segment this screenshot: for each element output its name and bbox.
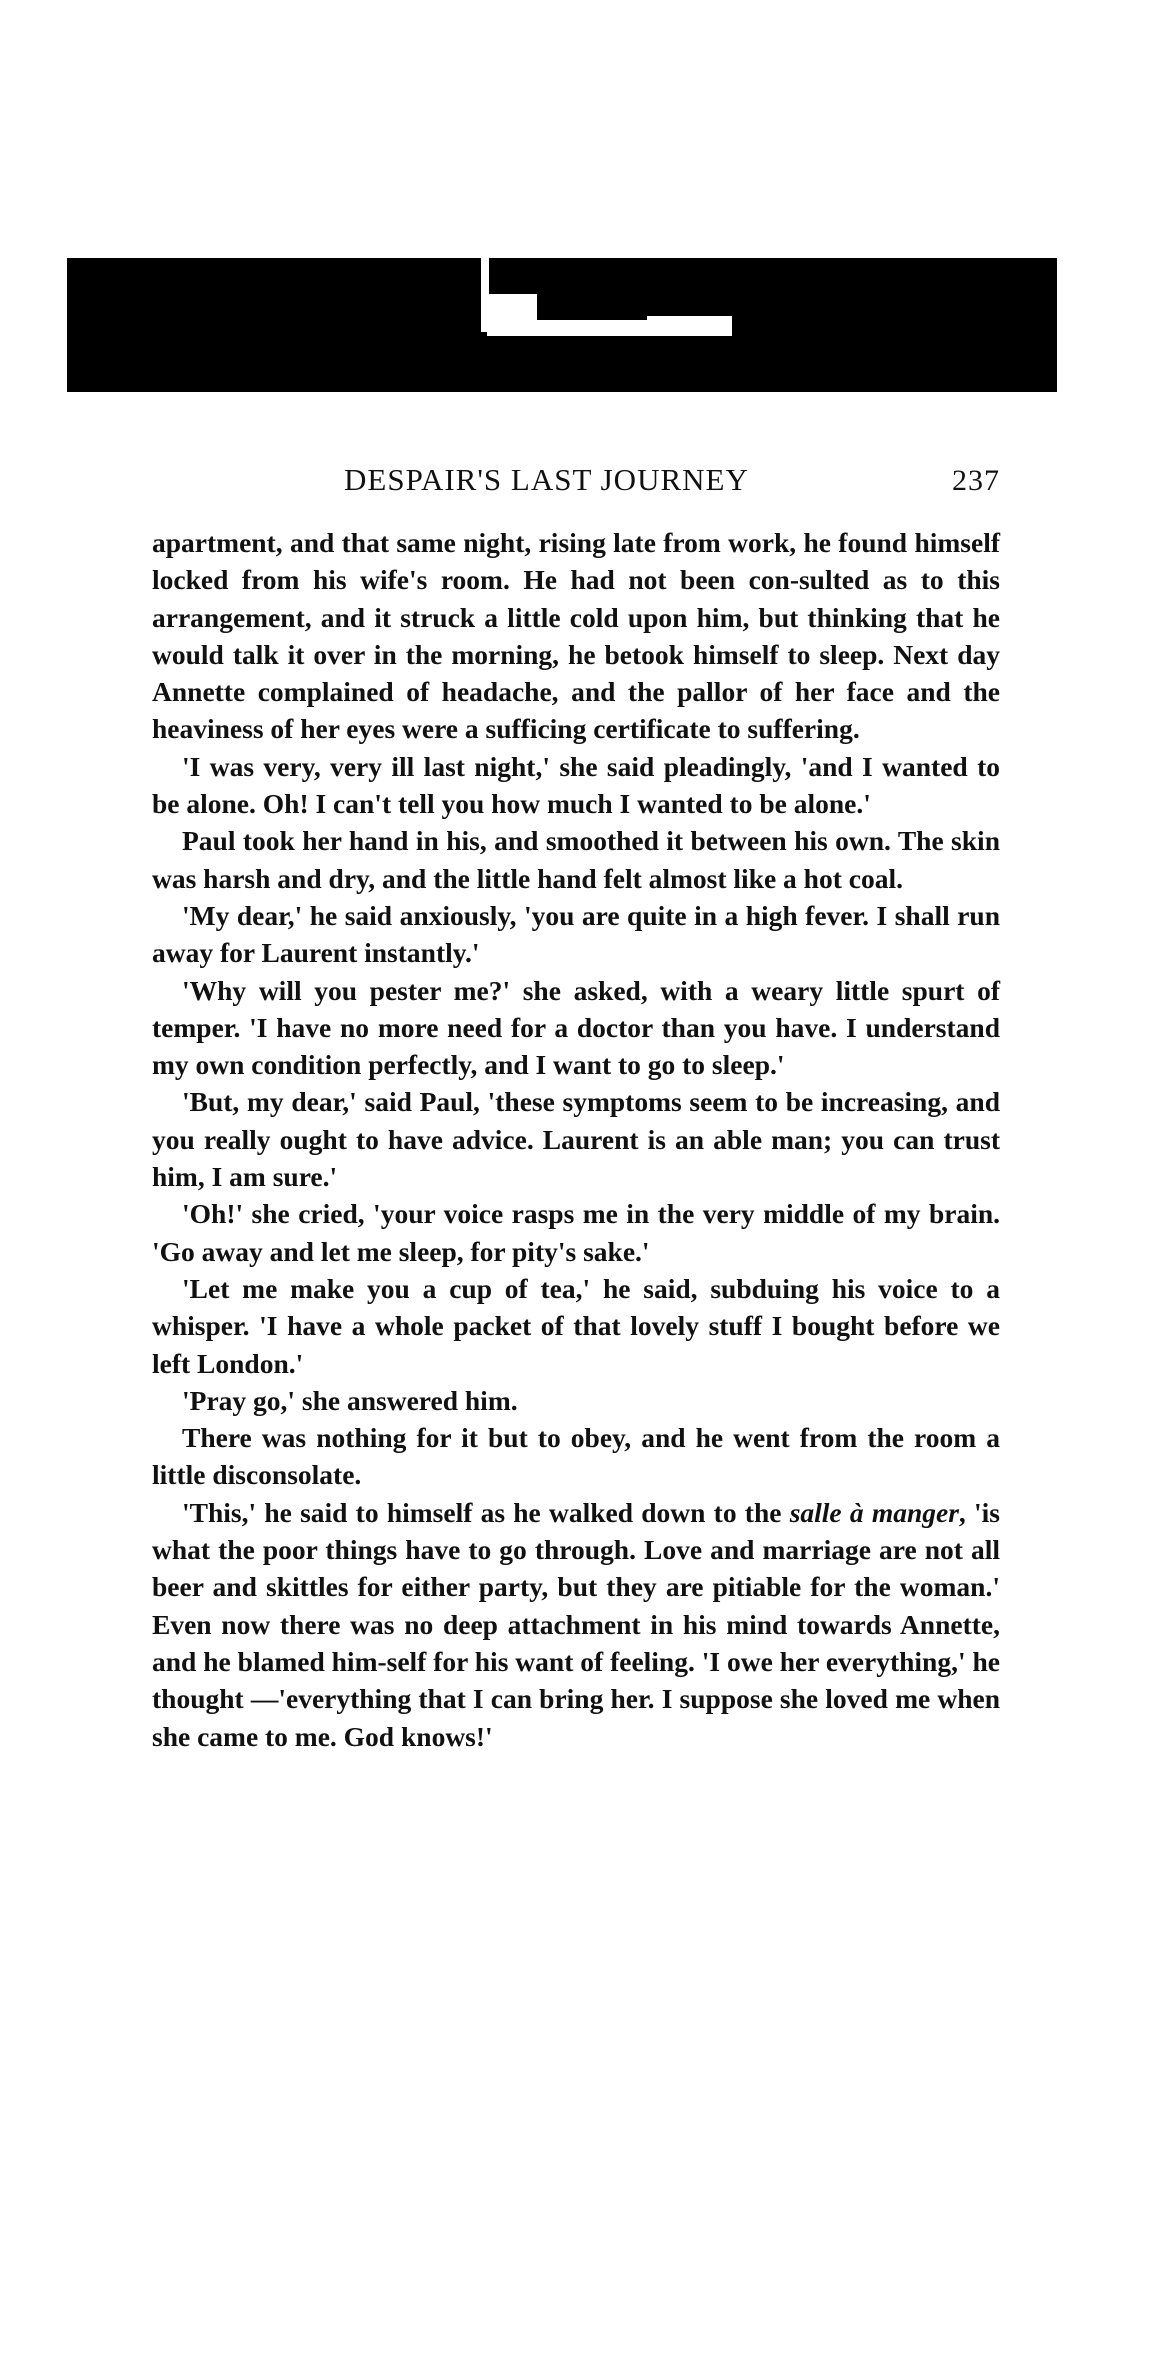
- paragraph: 'Why will you pester me?' she asked, with a weary little spurt of temper. 'I have no more need for a doctor than you have. I understand my own condition perfectly, and I want to go to sleep.': [152, 974, 1000, 1081]
- page-number: 237: [952, 464, 1000, 497]
- paragraph-text: , 'is what the poor things have to go through. Love and marriage are not all beer and skittles for either party, but they are pitiable for the woman.' Even now there was no deep attachment in his mind towards Annette, and he blamed him-self for his want of feeling. 'I owe her everything,' he thought —'everything that I can bring her. I suppose she loved me when she came to me. God knows!': [152, 1496, 1001, 1752]
- page-text-body: [152, 524, 1000, 1755]
- paragraph: 'My dear,' he said anxiously, 'you are quite in a high fever. I shall run away for Laurent instantly.': [152, 899, 1000, 969]
- paragraph-final: [152, 1494, 1000, 1755]
- paragraph: 'Oh!' she cried, 'your voice rasps me in the very middle of my brain. 'Go away and let me sleep, for pity's sake.': [152, 1198, 1000, 1267]
- running-title: DESPAIR'S LAST JOURNEY: [344, 462, 749, 497]
- paragraph: 'But, my dear,' said Paul, 'these symptoms seem to be increasing, and you really ought to have advice. Laurent is an able man; you can trust him, I am sure.': [152, 1086, 1000, 1193]
- paragraph: 'Let me make you a cup of tea,' he said, subduing his voice to a whisper. 'I have a whole packet of that lovely stuff I bought before we left London.': [152, 1272, 1000, 1379]
- paragraph: 'Pray go,' she answered him.: [182, 1384, 518, 1416]
- italic-phrase: salle à manger: [789, 1496, 959, 1528]
- paragraph: apartment, and that same night, rising late from work, he found himself locked from his wife's room. He had not been con-sulted as to this arrangement, and it struck a little cold upon him, but thinking that he would talk it over in the morning, he betook himself to sleep. Next day Annette complained of headache, and the pallor of her face and the heaviness of her eyes were a sufficing certificate to suffering.: [152, 527, 1000, 745]
- paragraph: Paul took her hand in his, and smoothed it between his own. The skin was harsh and dry, and the little hand felt almost like a hot coal.: [152, 825, 1000, 894]
- paragraph: There was nothing for it but to obey, and he went from the room a little disconsolate.: [152, 1422, 1000, 1491]
- running-head: [152, 462, 1000, 502]
- scanned-page-top-band: [67, 258, 1057, 392]
- paragraph: 'I was very, very ill last night,' she said pleadingly, 'and I wanted to be alone. Oh! I can't tell you how much I wanted to be alone.': [152, 750, 1000, 820]
- scan-artifact-notch: [537, 306, 647, 320]
- paragraph-text: 'This,' he said to himself as he walked down to the: [182, 1496, 790, 1528]
